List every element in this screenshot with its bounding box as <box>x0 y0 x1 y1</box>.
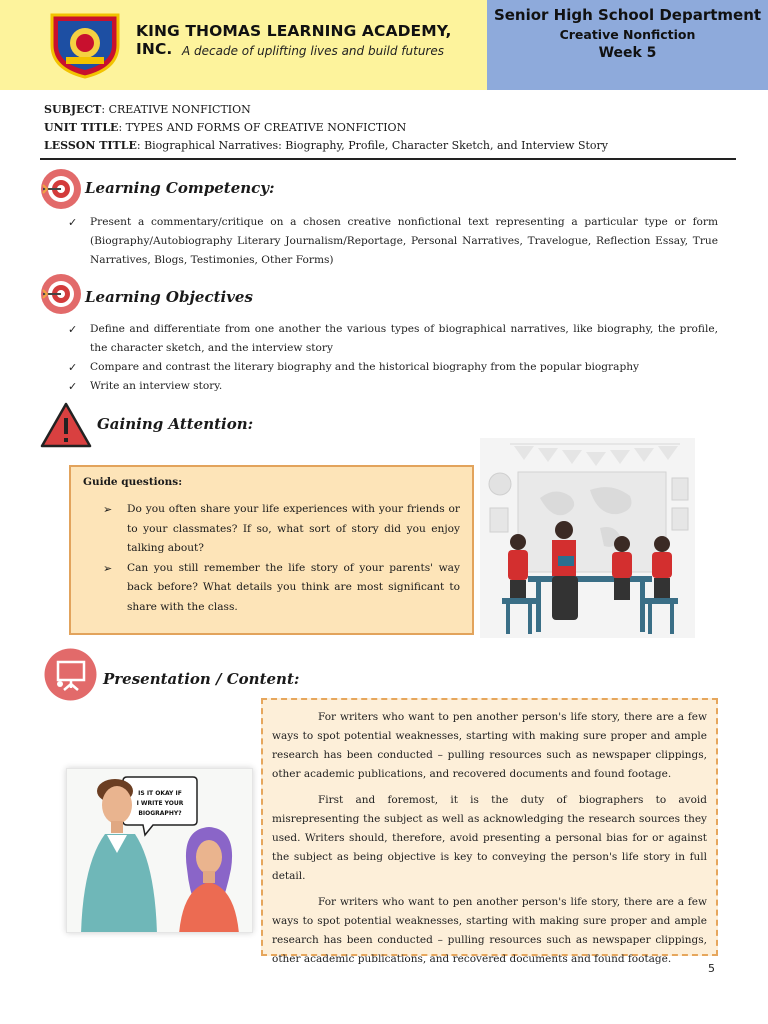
list-item: ✓ Present a commentary/critique on a chosen creative nonfictional text representing a particular type or form (Biography/Autobiography Literary Journalism/Reportage, Personal Narratives, Travelogue, Reflection Essay, True Narratives, Blogs, Testimonies, Other Forms) <box>68 213 718 270</box>
speech-bubble-line: BIOGRAPHY? <box>138 810 182 817</box>
subject-value: CREATIVE NONFICTION <box>108 103 251 116</box>
interview-illustration <box>66 768 253 933</box>
content-paragraph: For writers who want to pen another person's life story, there are a few ways to spot potential weaknesses, starting with making sure proper and ample research has been conducted – pulling resources such as newspaper clippings, other academic publications, and recovered documents and found footage. <box>272 711 707 780</box>
week-label: Week 5 <box>598 45 657 61</box>
lesson-meta <box>44 101 608 155</box>
guide-question: ➢ Do you often share your life experiences with your friends or to your classmates? If so, what sort of story did you enjoy talking about? <box>83 500 462 559</box>
header-right-panel <box>487 0 768 90</box>
subject-line: SUBJECT: CREATIVE NONFICTION <box>44 103 251 116</box>
header-left-panel <box>0 0 487 90</box>
guide-title: Guide questions: <box>83 476 183 488</box>
competency-list <box>68 213 718 270</box>
target-icon <box>40 273 82 315</box>
content-paragraph: First and foremost, it is the duty of biographers to avoid misrepresenting the subject as well as acknowledging the research sources they used. Writers should, therefore, avoid presenting a personal bias for or against the subject as being objective is key to conveying the person's life story in full detail. <box>272 794 707 882</box>
competency-title: Learning Competency: <box>85 179 275 197</box>
lesson-value: Biographical Narratives: Biography, Profile, Character Sketch, and Interview Story <box>144 139 608 152</box>
list-item: ✓ Define and differentiate from one another the various types of biographical narratives, like biography, the profile, the character sketch, and the interview story <box>68 320 718 358</box>
school-name: KING THOMAS LEARNING ACADEMY, INC. <box>136 22 452 58</box>
interview-scene <box>67 769 253 933</box>
list-item: ✓ Compare and contrast the literary biography and the historical biography from the popular biography <box>68 358 718 377</box>
objectives-list <box>68 320 718 396</box>
subject-heading: Creative Nonfiction <box>559 27 696 42</box>
guide-question: ➢ Can you still remember the life story of your parents' way back before? What details you think are most significant to share with the class. <box>83 559 462 618</box>
content-text-box <box>261 698 718 965</box>
unit-line: UNIT TITLE: TYPES AND FORMS OF CREATIVE NONFICTION <box>44 121 407 134</box>
department-label: Senior High School Department <box>493 6 762 24</box>
lesson-label: LESSON TITLE <box>44 139 137 152</box>
classroom-illustration <box>480 438 695 638</box>
presentation-board-icon <box>44 648 97 701</box>
page-number: 5 <box>708 962 715 975</box>
attention-title: Gaining Attention: <box>97 415 254 433</box>
school-motto: A decade of uplifting lives and build futures <box>182 44 445 58</box>
objectives-title: Learning Objectives <box>85 288 253 306</box>
guide-question-list <box>83 500 462 617</box>
lesson-line: LESSON TITLE: Biographical Narratives: Biography, Profile, Character Sketch, and Interview Story <box>44 139 608 152</box>
speech-bubble-line: IS IT OKAY IF <box>138 790 182 797</box>
guide-questions-box <box>69 465 474 635</box>
divider <box>40 158 736 160</box>
target-icon <box>40 168 82 210</box>
content-paragraph: For writers who want to pen another person's life story, there are a few ways to spot potential weaknesses, starting with making sure proper and ample research has been conducted – pulling resources such as newspaper clippings, other academic publications, and recovered documents and found footage. <box>272 896 707 965</box>
unit-label: UNIT TITLE <box>44 121 119 134</box>
subject-label: SUBJECT <box>44 103 102 116</box>
warning-icon <box>39 401 93 449</box>
unit-value: TYPES AND FORMS OF CREATIVE NONFICTION <box>125 121 407 134</box>
list-item: ✓ Write an interview story. <box>68 377 718 396</box>
speech-bubble-line: I WRITE YOUR <box>136 800 184 807</box>
school-logo <box>46 11 124 79</box>
presentation-title: Presentation / Content: <box>103 670 300 688</box>
